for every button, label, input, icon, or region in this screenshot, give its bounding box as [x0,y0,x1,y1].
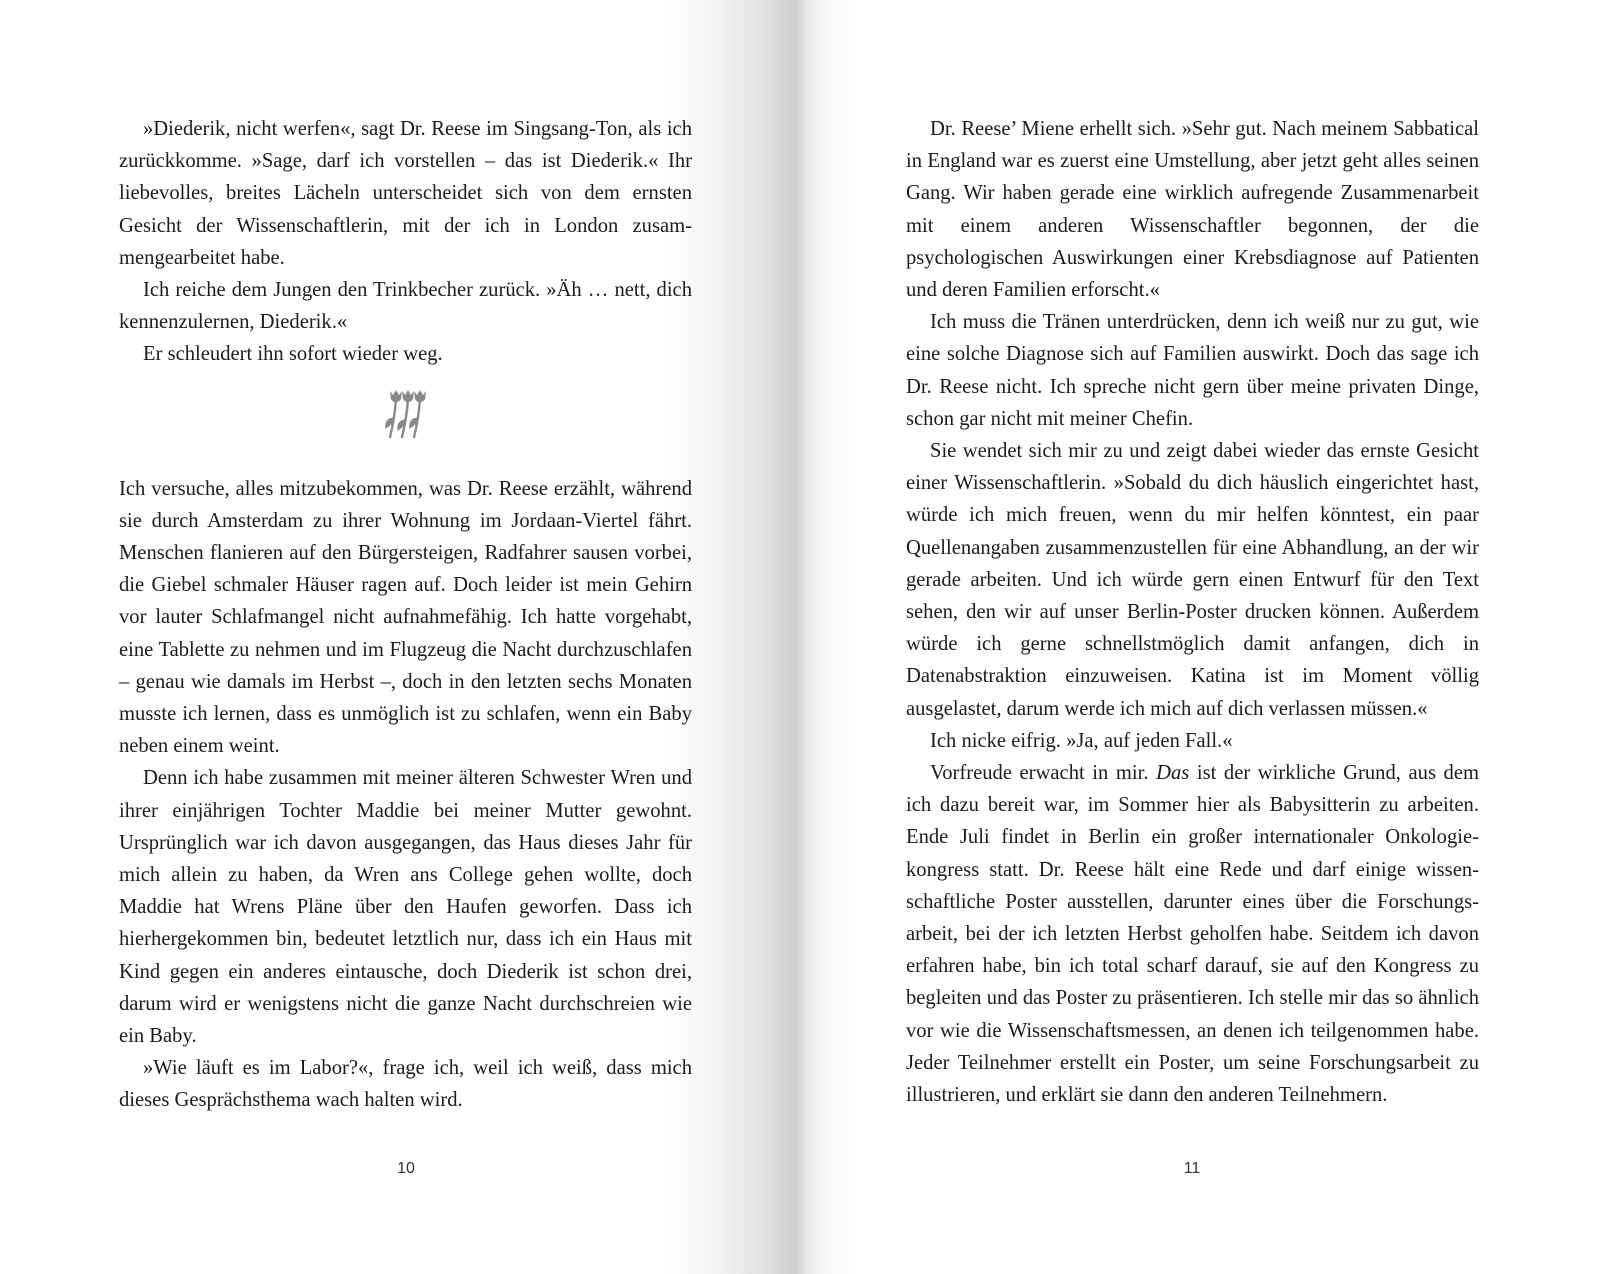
right-page-text [906,113,1479,1111]
page-number: 11 [1183,1160,1201,1177]
paragraph: Ich reiche dem Jungen den Trinkbecher zurück. »Äh … nett, dich kennenzulernen, Diederik.« [119,279,692,334]
paragraph [906,757,1479,1111]
paragraph: Sie wendet sich mir zu und zeigt dabei wieder das ernste Gesicht einer Wissenschaftlerin. »Sobald du dich häuslich eingerichtet hast, würde ich mich freuen, wenn du mir helfen könntest, ein paar Quellenangaben zusammenzustellen für eine Abhandlung, an der wir gerade arbeiten. Und ich würde gern einen Entwurf für den Text sehen, den wir auf unser Berlin-Poster drucken können. Außerdem würde ich gerne schnellstmöglich damit anfangen, dich in Datenabstraktion einzuweisen. Katina ist im Moment völlig ausgelastet, darum werde ich mich auf dich verlassen müssen.« [906,440,1479,720]
paragraph: Denn ich habe zusammen mit meiner älteren Schwester Wren und ihrer einjährigen Tochter Maddie bei meiner Mutter gewohnt. Ursprünglich war ich davon ausgegangen, das Haus dieses Jahr für mich allein zu haben, da Wren ans College gehen wollte, doch Maddie hat Wrens Pläne über den Haufen geworfen. Dass ich hierhergekommen bin, bedeutet letztlich nur, dass ich ein Haus mit Kind gegen ein anderes eintausche, doch Diederik ist schon drei, darum wird er wenigstens nicht die ganze Nacht durchschreien wie ein Baby. [119,767,692,1048]
paragraph-text: Vorfreude erwacht in mir. [930,762,1157,785]
paragraph: »Wie läuft es im Labor?«, frage ich, weil ich weiß, dass mich dieses Gesprächsthema wach halten wird. [119,1057,692,1112]
paragraph: Ich nicke eifrig. »Ja, auf jeden Fall.« [930,729,1233,752]
left-page-text [119,113,692,1117]
paragraph: Ich muss die Tränen unterdrücken, denn ich weiß nur zu gut, wie eine solche Diagnose sich auf Familien auswirkt. Doch das sage ich Dr. Reese nicht. Ich spreche nicht gern über meine privaten Dinge, schon gar nicht mit meiner Chefin. [906,311,1479,430]
paragraph-text: ist der wirkliche Grund, aus dem ich dazu bereit war, im Sommer hier als Babysitterin zu arbeiten. Ende Juli findet in Berlin ein großer internationaler Onkologiekongress statt. Dr. Reese hält eine Rede und darf einige wissenschaftliche Poster ausstellen, darunter eines über die Forschungsarbeit, bei der ich letzten Herbst geholfen habe. Seitdem ich davon erfahren habe, bin ich total scharf darauf, sie auf den Kongress zu begleiten und das Poster zu präsentieren. Ich stelle mir das so ähnlich vor wie die Wissenschaftsmessen, an denen ich teilgenommen habe. Jeder Teilnehmer erstellt ein Poster, um seine Forschungsarbeit zu illustrieren, und erklärt sie dann den anderen Teilnehmern. [906,762,1480,1107]
paragraph: Er schleudert ihn sofort wieder weg. [143,343,443,366]
left-page [0,0,795,1274]
tulip-ornament-icon [376,385,436,445]
paragraph: Dr. Reese’ Miene erhellt sich. »Sehr gut. Nach meinem Sabbatical in England war es zuerst eine Umstellung, aber jetzt geht alles seinen Gang. Wir haben gerade eine wirklich aufregende Zusammenarbeit mit einem anderen Wissenschaftler begonnen, der die psychologischen Auswirkungen einer Krebsdiagnose auf Patienten und deren Familien erforscht.« [906,118,1479,302]
paragraph: »Diederik, nicht werfen«, sagt Dr. Reese im Singsang-Ton, als ich zurückkomme. »Sage, darf ich vorstellen – das ist Diederik.« Ihr liebevolles, breites Lächeln unterscheidet sich von dem ernsten Gesicht der Wissenschaftlerin, mit der ich in London zusammengearbeitet habe. [119,118,692,269]
page-number: 10 [397,1160,415,1177]
right-page [795,0,1600,1274]
emphasis-text: Das [1156,762,1190,785]
paragraph: Ich versuche, alles mitzubekommen, was Dr. Reese erzählt, während sie durch Amsterdam zu ihrer Wohnung im Jordaan-Viertel fährt. Menschen flanieren auf den Bürgersteigen, Radfahrer sausen vorbei, die Giebel schmaler Häuser ragen auf. Doch leider ist mein Gehirn vor lauter Schlafmangel nicht aufnahmefähig. Ich hatte vorgehabt, eine Tablette zu nehmen und im Flugzeug die Nacht durchzuschlafen – genau wie damals im Herbst –, doch in den letzten sechs Monaten musste ich lernen, dass es unmöglich ist zu schlafen, wenn ein Baby neben einem weint. [119,477,692,758]
